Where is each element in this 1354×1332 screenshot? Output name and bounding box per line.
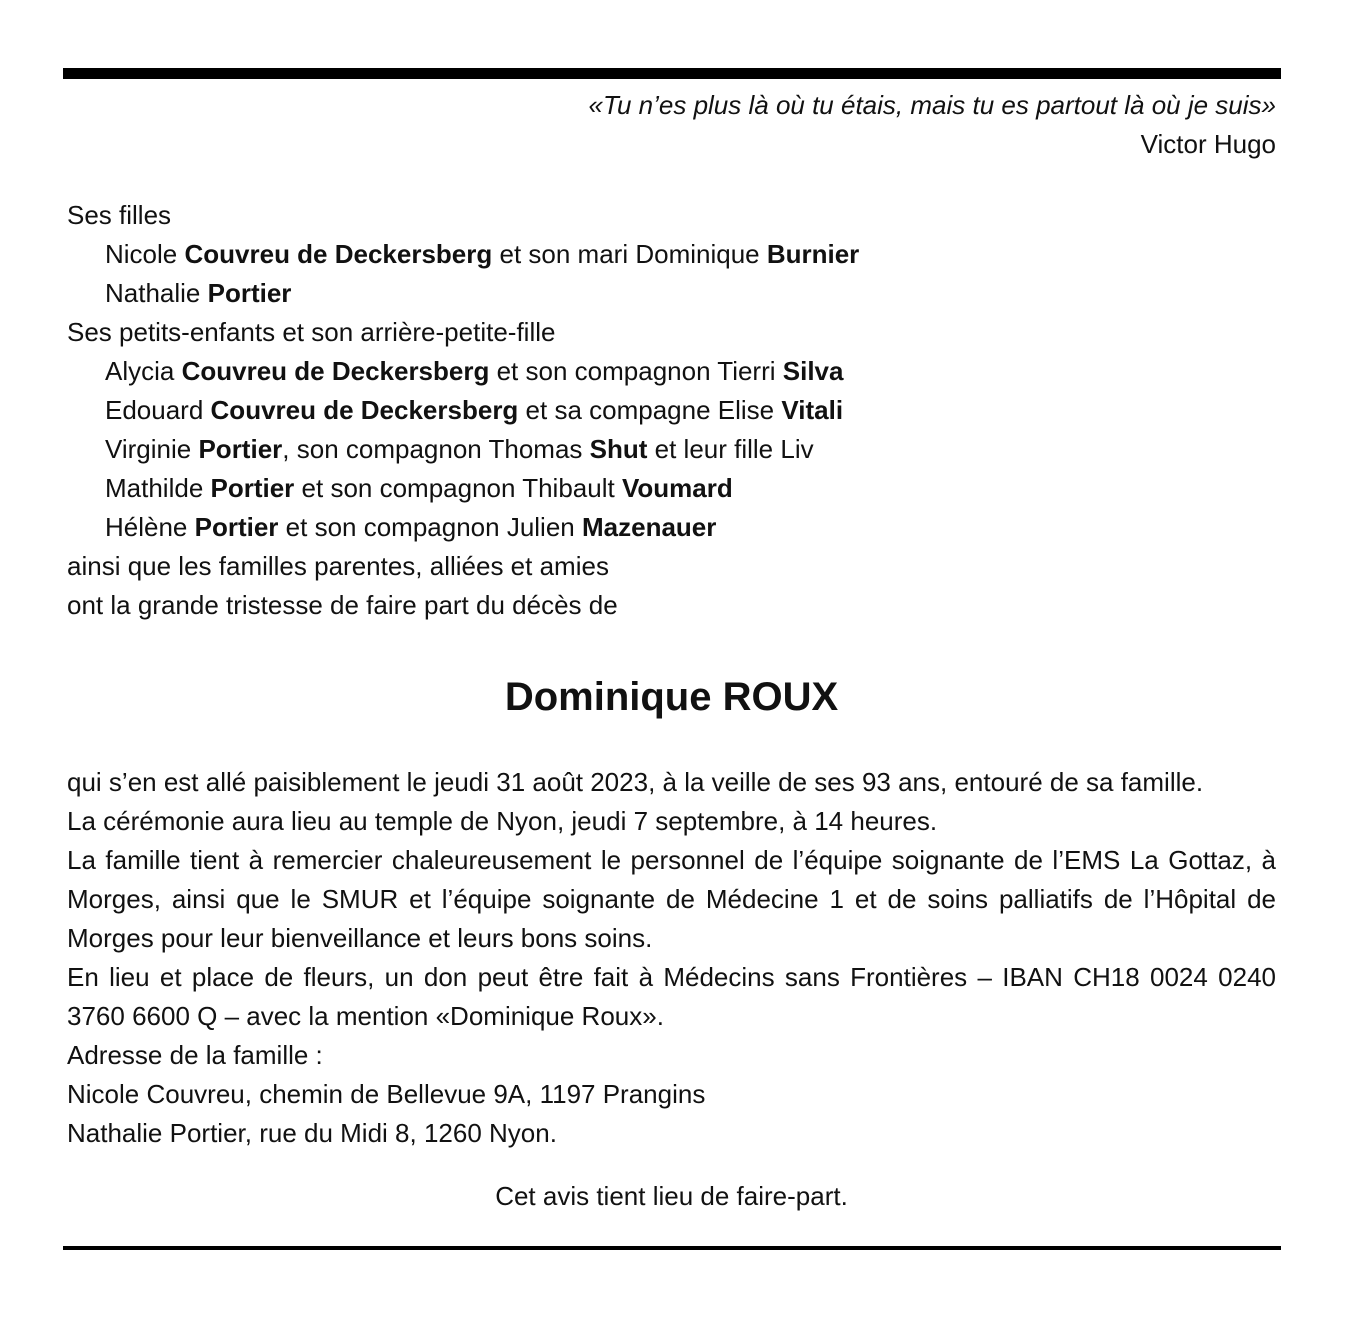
last-name: Portier	[207, 278, 292, 308]
daughter-entry	[67, 235, 1276, 274]
daughter-entry	[67, 274, 1276, 313]
first-name: Mathilde	[105, 473, 211, 503]
first-name: Alycia	[105, 356, 182, 386]
daughters-heading: Ses filles	[67, 200, 172, 230]
closing-line: Cet avis tient lieu de faire-part.	[495, 1181, 848, 1211]
epigraph	[67, 86, 1276, 164]
epigraph-quote: «Tu n’es plus là où tu étais, mais tu es partout là où je suis»	[588, 90, 1276, 120]
last-name: Couvreu de Deckersberg	[181, 356, 490, 386]
thanks-paragraph: La famille tient à remercier chaleureusement le personnel de l’équipe soignante de l’EMS La Gottaz, à Morges, ainsi que le SMUR et l’équipe soignante de Médecine 1 et de soins palliatifs de l’Hôpital de Morges pour leur bienveillance et leurs bons soins.	[67, 845, 1276, 953]
relation-text: et son compagnon Julien	[278, 512, 582, 542]
bottom-rule	[63, 1246, 1281, 1250]
relation-text: , son compagnon Thomas	[282, 434, 590, 464]
grandchild-entry	[67, 391, 1276, 430]
first-name: Nicole	[105, 239, 185, 269]
grandchild-entry	[67, 508, 1276, 547]
deceased-name: Dominique ROUX	[504, 675, 839, 719]
last-name: Portier	[198, 434, 283, 464]
top-rule	[63, 68, 1281, 79]
relation-text: et sa compagne Elise	[518, 395, 782, 425]
passing-paragraph: qui s’en est allé paisiblement le jeudi 31 août 2023, à la veille de ses 93 ans, entouré de sa famille.	[67, 767, 1204, 797]
first-name: Hélène	[105, 512, 195, 542]
last-name: Couvreu de Deckersberg	[184, 239, 493, 269]
epigraph-author: Victor Hugo	[1140, 129, 1276, 159]
notice-body	[67, 763, 1276, 1153]
partner-last-name: Mazenauer	[581, 512, 717, 542]
relation-text: et son compagnon Tierri	[489, 356, 783, 386]
relation-text: et son mari Dominique	[492, 239, 767, 269]
first-name: Edouard	[105, 395, 211, 425]
grandchildren-heading: Ses petits-enfants et son arrière-petite-fille	[67, 317, 556, 347]
first-name: Nathalie	[105, 278, 208, 308]
partner-last-name: Silva	[782, 356, 844, 386]
ceremony-paragraph: La cérémonie aura lieu au temple de Nyon, jeudi 7 septembre, à 14 heures.	[67, 806, 938, 836]
address-heading: Adresse de la famille :	[67, 1040, 323, 1070]
announcement-line: ont la grande tristesse de faire part du décès de	[67, 590, 618, 620]
grandchild-entry	[67, 430, 1276, 469]
tail-text: et leur fille Liv	[647, 434, 814, 464]
last-name: Portier	[194, 512, 279, 542]
grandchild-entry	[67, 352, 1276, 391]
address-line: Nathalie Portier, rue du Midi 8, 1260 Nyon.	[67, 1118, 557, 1148]
grandchild-entry	[67, 469, 1276, 508]
relation-text: et son compagnon Thibault	[294, 473, 622, 503]
first-name: Virginie	[105, 434, 199, 464]
donation-paragraph: En lieu et place de fleurs, un don peut être fait à Médecins sans Frontières – IBAN CH18 0024 0240 3760 6600 Q – avec la mention «Dominique Roux».	[67, 962, 1276, 1031]
last-name: Portier	[210, 473, 295, 503]
partner-last-name: Vitali	[781, 395, 844, 425]
partner-last-name: Voumard	[621, 473, 733, 503]
last-name: Couvreu de Deckersberg	[210, 395, 519, 425]
others-line: ainsi que les familles parentes, alliées et amies	[67, 551, 609, 581]
obituary-notice	[67, 86, 1276, 1216]
partner-last-name: Shut	[589, 434, 648, 464]
family-list	[67, 196, 1276, 625]
partner-last-name: Burnier	[766, 239, 860, 269]
address-line: Nicole Couvreu, chemin de Bellevue 9A, 1197 Prangins	[67, 1079, 706, 1109]
